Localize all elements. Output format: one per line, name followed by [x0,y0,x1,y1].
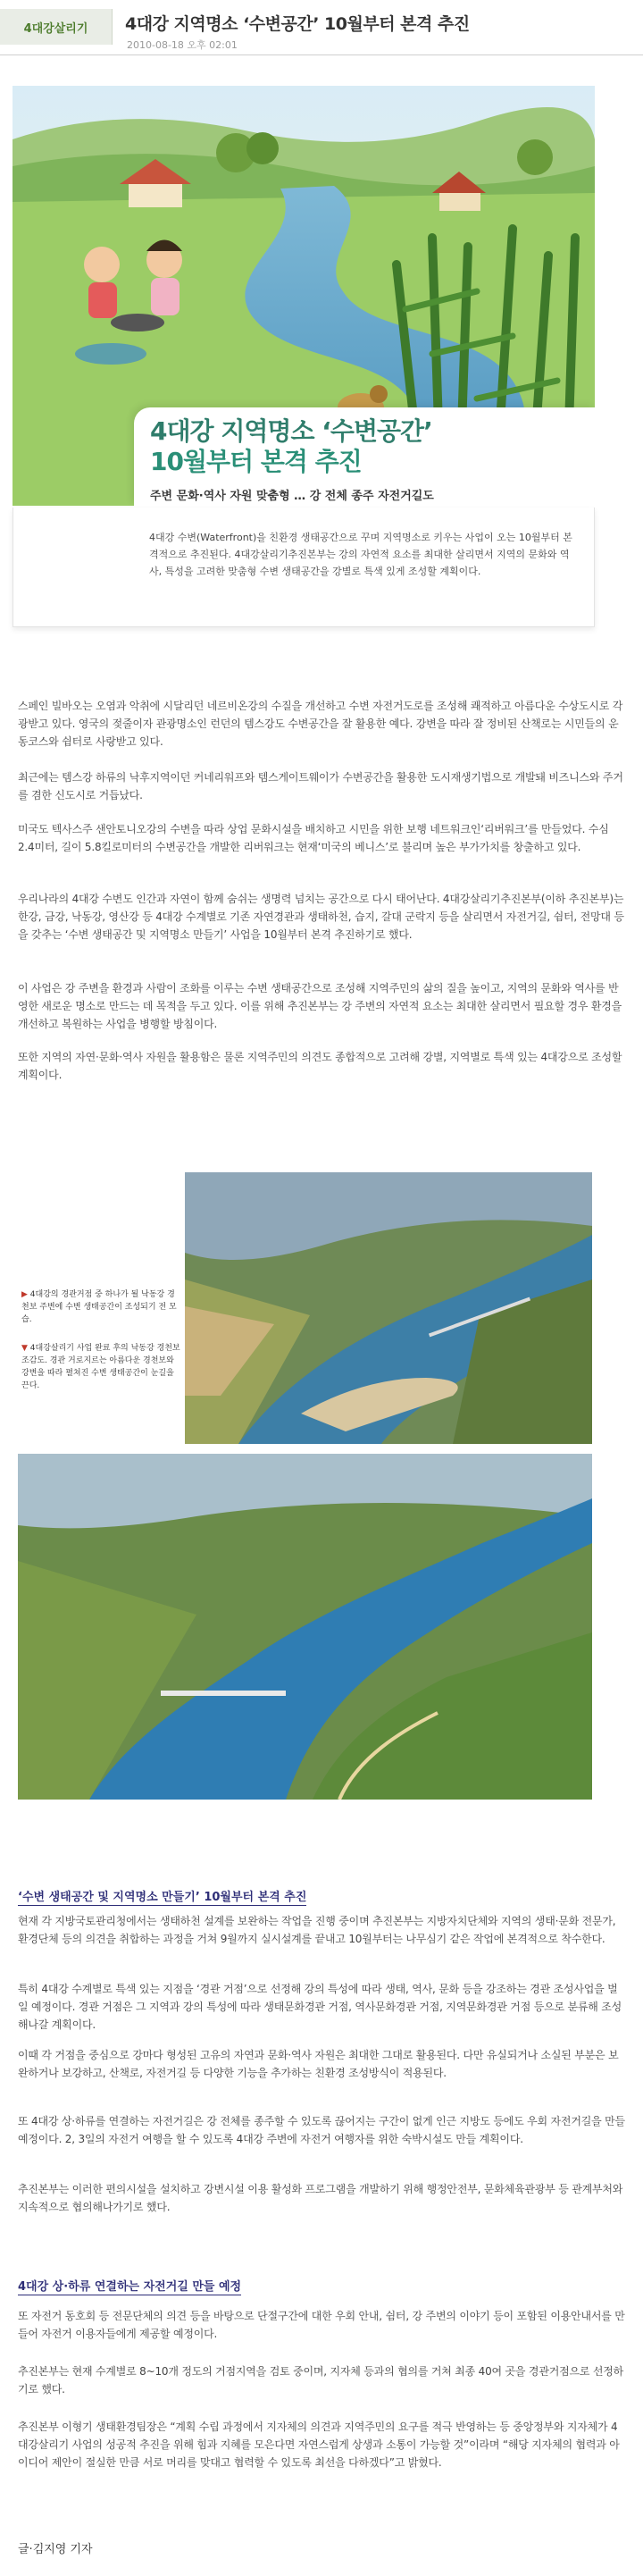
paragraph: 추진본부는 현재 수계별로 8~10개 정도의 거점지역을 검토 중이며, 지자체 등과의 협의를 거쳐 최종 40여 곳을 경관거점으로 선정하기로 했다. [18,2365,624,2396]
hero-title-line1: 4대강 지역명소 ‘수변공간’ [150,416,432,446]
photo2-caption: ▼ 4대강살리기 사업 완료 후의 낙동강 경천보 조감도. 경관 거로지르는 아름다운 경천보와 강변을 따라 펼쳐진 수변 생태공간이 눈길을 끈다. [21,1344,180,1390]
paragraph: 또 자전거 동호회 등 전문단체의 의견 등을 바탕으로 단절구간에 대한 우회 안내, 쉼터, 강 주변의 이야기 등이 포함된 이용안내서를 만들어 자전거 이용자들에게 제공할 예정이다. [18,2310,625,2340]
paragraph: 이때 각 거점을 중심으로 강마다 형성된 고유의 자연과 문화·역사 자원은 최대한 그대로 활용된다. 다만 유실되거나 소실된 부분은 보완하거나 보강하고, 산책로, 자전거길 등 다양한 기능을 추가하는 친환경 조성방식이 적용된다. [18,2049,619,2079]
hero-title-box [134,407,595,506]
intro-box [13,508,595,627]
byline: 글·김지영 기자 [18,2543,93,2556]
hero-title-line2: 10월부터 본격 추진 [150,447,362,476]
hero-subtitle: 주변 문화·역사 자원 맞춤형 … 강 전체 종주 자전거길도 [150,490,434,503]
paragraph: 특히 4대강 수계별로 특색 있는 지점을 ‘경관 거점’으로 선정해 강의 특성에 따라 생태, 역사, 문화 등을 강조하는 경관 조성사업을 벌일 예정이다. 경관 거점은 그 지역과 강의 특성에 따라 생태문화경관 거점, 역사문화경관 거점, 지역문화경관 거점 등으로 분류해 조성해나갈 계획이다. [18,1983,622,2031]
paragraph: 현재 각 지방국토관리청에서는 생태하천 설계를 보완하는 작업을 진행 중이며 추진본부는 지방자치단체와 지역의 생태·문화 전문가, 환경단체 등의 의견을 취합하는 과정을 거쳐 9월까지 실시설계를 끝내고 10월부터는 나무심기 같은 작업에 본격적으로 착수한다. [18,1915,616,1945]
article-date: 2010-08-18 오후 02:01 [127,39,238,51]
intro-text: 4대강 수변(Waterfront)을 친환경 생태공간으로 꾸며 지역명소로 키우는 사업이 오는 10월부터 본격적으로 추진된다. 4대강살리기추진본부는 강의 자연적 요소를 최대한 살리면서 지역의 문화와 역사, 특성을 고려한 맞춤형 수변 생태공간을 강별로 특색 있게 조성할 계획이다. [149,532,572,577]
article-header [0,0,643,55]
paragraph: 스페인 빌바오는 오염과 악취에 시달리던 네르비온강의 수질을 개선하고 수변 자전거도로를 조성해 쾌적하고 아름다운 수상도시로 각광받고 있다. 영국의 젖줄이자 관광명소인 런던의 템스강도 수변공간을 잘 활용한 예다. 강변을 따라 잘 정비된 산책로는 시민들의 운동코스와 쉼터로 사랑받고 있다. [18,700,623,748]
hero-illustration [13,86,595,506]
section-title-2: 4대강 상·하류 연결하는 자전거길 만들 예정 [18,2277,241,2295]
paragraph: 이 사업은 강 주변을 환경과 사람이 조화를 이루는 수변 생태공간으로 조성해 지역주민의 삶의 질을 높이고, 지역의 문화와 역사를 반영한 새로운 명소로 만드는 데 목적을 두고 있다. 이를 위해 추진본부는 강 주변의 자연적 요소는 최대한 살리면서 필요할 경우 환경을 개선하고 복원하는 사업을 병행할 방침이다. [18,982,622,1030]
paragraph: 또 4대강 상·하류를 연결하는 자전거길은 강 전체를 종주할 수 있도록 끊어지는 구간이 없게 인근 지방도 등에도 우회 자전거길을 만들 예정이다. 2, 3일의 자전거 여행을 할 수 있도록 4대강 주변에 자전거 여행자를 위한 숙박시설도 만들 계획이다. [18,2115,625,2145]
section-title-1: ‘수변 생태공간 및 지역명소 만들기’ 10월부터 본격 추진 [18,1887,306,1906]
paragraph: 또한 지역의 자연·문화·역사 자원을 활용함은 물론 지역주민의 의견도 종합적으로 고려해 강별, 지역별로 특색 있는 4대강으로 조성할 계획이다. [18,1051,622,1081]
photo1-caption: ▶ 4대강의 경관거점 중 하나가 될 낙동강 경천보 주변에 수변 생태공간이 조성되기 전 모습. [21,1290,177,1324]
river-photo-after [18,1454,592,1800]
paragraph: 우리나라의 4대강 수변도 인간과 자연이 함께 숨쉬는 생명력 넘치는 공간으로 다시 태어난다. 4대강살리기추진본부(이하 추진본부)는 한강, 금강, 낙동강, 영산강 등 4대강 수계별로 기존 자연경관과 생태하천, 습지, 갈대 군락지 등을 살리면서 자전거길, 쉼터, 전망대 등을 갖추는 ‘수변 생태공간 및 지역명소 만들기’ 사업을 10월부터 본격 추진하기로 했다. [18,893,624,941]
article-title: 4대강 지역명소 ‘수변공간’ 10월부터 본격 추진 [125,14,470,34]
paragraph: 추진본부 이형기 생태환경팀장은 “계획 수립 과정에서 지자체의 의견과 지역주민의 요구를 적극 반영하는 등 중앙정부와 지자체가 4대강살리기 사업의 성공적 추진을 위해 힘과 지혜를 모은다면 자연스럽게 상생과 소통이 가능할 것”이라며 “해당 지자체의 협력과 아이디어 제안이 절실한 만큼 서로 머리를 맞대고 협력할 수 있도록 최선을 다하겠다”고 밝혔다. [18,2421,620,2469]
caption-marker: ▼ [21,1344,28,1353]
paragraph: 미국도 텍사스주 샌안토니오강의 수변을 따라 상업 문화시설을 배치하고 시민을 위한 보행 네트워크인‘리버워크’를 만들었다. 수심 2.4미터, 길이 5.8킬로미터의 수변공간을 개발한 리버워크는 현재‘미국의 베니스’로 불리며 높은 부가가치를 창출하고 있다. [18,823,609,853]
category-tab[interactable]: 4대강살리기 [0,9,113,45]
river-photo-before [185,1172,592,1444]
paragraph: 최근에는 템스강 하류의 낙후지역이던 커네리워프와 템스게이트웨이가 수변공간을 활용한 도시재생기법으로 개발돼 비즈니스와 주거를 겸한 신도시로 거듭났다. [18,771,623,801]
caption-marker: ▶ [21,1290,28,1299]
paragraph: 추진본부는 이러한 편의시설을 설치하고 강변시설 이용 활성화 프로그램을 개발하기 위해 행정안전부, 문화체육관광부 등 관계부처와 지속적으로 협의해나가기로 했다. [18,2183,623,2213]
